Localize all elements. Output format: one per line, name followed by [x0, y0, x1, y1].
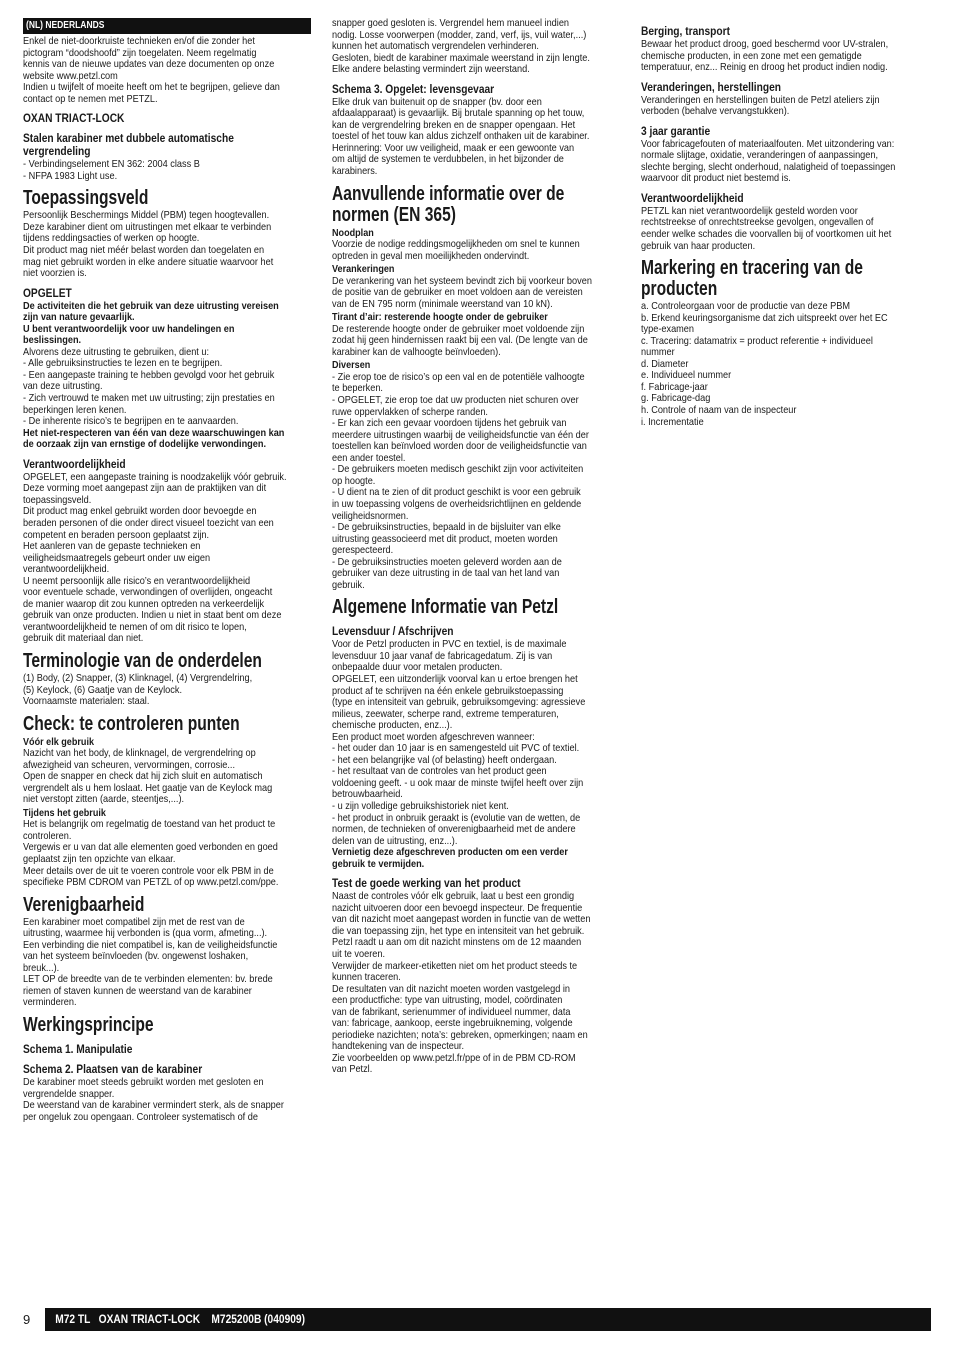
paragraph: Naast de controles vóór elk gebruik, laat u best een grondig nazicht uitvoeren door een bevoegd inspecteur. De frequentie van dit nazicht moet aangepast worden in functie van de wetten die van toepassing zijn, het type en intensiteit van het gebruik. Petzl raadt u aan om dit nazicht minstens om de 12 maanden uit te voeren. Verwijder de markeer-etiketten niet om het product steeds te kunnen traceren. De resultaten van dit nazicht moeten worden vastgelegd in een productfiche: type van uitrusting, model, coördinaten van de fabrikant, serienummer of individueel nummer, data van: fabricage, aankoop, eerste ingebruikneming, volgende periodieke nazichten; nota’s: gebreken, opmerkingen; naam en handtekening van de inspecteur. Zie voorbeelden op www.petzl.fr/ppe of in de PBM CD-ROM van Petzl.	[332, 891, 591, 1076]
subheading: Verantwoordelijkheid	[23, 456, 126, 471]
paragraph: Enkel de niet-doorkruiste technieken en/of die zonder het pictogram “doodshoofd” zijn toegelaten. Neem regelmatig kennis van de nieuwe updates van deze documenten op onze website www.petzl.com Indien u twijfelt of moeite heeft om het te begrijpen, gelieve dan contact op te nemen met PETZL.	[23, 36, 280, 105]
paragraph: Alvorens deze uitrusting te gebruiken, dient u: - Alle gebruiksinstructies te lezen en te begrijpen. - Een aangepaste training te hebben gevolgd voor het gebruik van deze uitrusting. - Zich vertrouwd te maken met uw uitrusting; zijn prestaties en beperkingen leren kenen. - De inherente risico’s te begrijpen en te aanvaarden.	[23, 346, 275, 428]
section-heading: Check: te controleren punten	[23, 712, 240, 735]
section-heading: Toepassingsveld	[23, 187, 149, 210]
minor-heading: Vóór elk gebruik	[23, 736, 95, 748]
section-heading: Algemene Informatie van Petzl	[332, 596, 559, 619]
paragraph: Elke druk van buitenuit op de snapper (bv. door een afdaalapparaat) is gevaarlijk. Bij brutale spanning op het touw, kan de vergrendelring breken en de snapper opengaan. Het toestel of het touw kan aldus zichzelf onthaken uit de karabiner. Herinnering: Voor uw veiligheid, maak er een gewoonte van om altijd de systemen te verdubbelen, in het bijzonder de karabiners.	[332, 96, 590, 178]
paragraph: Nazicht van het body, de klinknagel, de vergrendelring op afwezigheid van scheuren, vervormingen, corrosie... Open de snapper en check dat hij zich sluit en automatisch vergrendelt als u hem loslaat. Het gaatje van de Keylock mag niet verstopt zitten (aarde, steentjes,...).	[23, 748, 273, 806]
paragraph: Voor de Petzl producten in PVC en textiel, is de maximale levensduur 10 jaar vanaf de fabricagedatum. Zij is van onbepaalde duur voor metalen producten. OPGELET, een uitzonderlijk voorval kan u ertoe brengen het product af te schrijven na één enkele gebruikstoepassing (type en intensiteit van gebruik, gebruiksomgeving: agressieve milieus, zeewater, scherpe rand, extreme temperaturen, chemische producten, enz...). Een product moet worden afgeschreven wanneer: - het ouder dan 10 jaar is en samengesteld uit PVC of textiel. - het een belangrijke val (of belasting) heeft ondergaan. - het resultaat van de controles van het product geen voldoening geeft. - u ook maar de minste twijfel heeft over zijn betrouwbaarheid. - u zijn volledige gebruikshistoriek niet kent. - het product in onbruik geraakt is (evolutie van de wetten, de normen, de technieken of onverenigbaarheid met de andere delen van de uitrusting, enz...).	[332, 639, 586, 847]
section-heading: Aanvullende informatie over de normen (EN 365)	[332, 182, 565, 226]
paragraph: Een karabiner moet compatibel zijn met de rest van de uitrusting, waarmee hij verbonden is (qua vorm, afmeting...). Een verbinding die niet compatibel is, kan de veiligheidsfunctie van het systeem beïnvloeden (bv. ongewenst loshaken, breuk...). LET OP de breedte van de te verbinden elementen: bv. brede riemen of staven kunnen de weerstand van de karabiner verminderen.	[23, 916, 278, 1009]
paragraph: De verankering van het systeem bevindt zich bij voorkeur boven de positie van de gebruiker en moet voldoen aan de vereisten van de EN 795 norm (minimale weerstand van 10 kN).	[332, 275, 592, 310]
paragraph: Het is belangrijk om regelmatig de toestand van het product te controleren. Vergewis er u van dat alle elementen goed verbonden en goed geplaatst zijn ten opzichte van elkaar. Meer details over de uit te voeren controle voor elk PBM in de specifieke PBM CDROM van PETZL of op www.petzl.com/ppe.	[23, 819, 279, 889]
footer-text: M72 TL OXAN TRIACT-LOCK M725200B (040909)	[55, 1312, 305, 1326]
minor-heading: Noodplan	[332, 227, 374, 239]
subheading: Schema 1. Manipulatie	[23, 1042, 133, 1056]
subheading: Berging, transport	[641, 24, 730, 38]
paragraph: Veranderingen en herstellingen buiten de Petzl ateliers zijn verboden (behalve vervangstukken).	[641, 94, 880, 118]
subheading: Verantwoordelijkheid	[641, 190, 744, 205]
section-heading: Verenigbaarheid	[23, 893, 145, 916]
language-tag: (NL) NEDERLANDS	[23, 18, 311, 34]
paragraph: Voorzie de nodige reddingsmogelijkheden om snel te kunnen optreden in geval men moeilijkheden ondervindt.	[332, 239, 580, 262]
minor-heading: Tijdens het gebruik	[23, 807, 106, 819]
warning-paragraph: Het niet-respecteren van één van deze waarschuwingen kan de oorzaak zijn van ernstige of dodelijke verwondingen.	[23, 427, 285, 451]
section-heading: Markering en tracering van de producten	[641, 257, 863, 301]
warning-paragraph: De activiteiten die het gebruik van deze uitrusting vereisen zijn van nature gevaarlijk. U bent verantwoordelijk voor uw handelingen en beslissingen.	[23, 300, 279, 347]
paragraph: Bewaar het product droog, goed beschermd voor UV-stralen, chemische producten, in een zone met een gematigde temperatuur, enz... Reinig en droog het product indien nodig.	[641, 39, 889, 74]
minor-heading: Tirant d’air: resterende hoogte onder de gebruiker	[332, 312, 548, 324]
paragraph: OPGELET, een aangepaste training is noodzakelijk vóór gebruik. Deze vorming moet aangepast zijn aan de praktijken van dit toepassingsveld. Dit product mag enkel gebruikt worden door bevoegde en beraden personen of die onder direct visueel toezicht van een competent en beraden persoon geplaatst zijn. Het aanleren van de gepaste technieken en veiligheidsmaatregels gebeurt onder uw eigen verantwoordelijkheid. U neemt persoonlijk alle risico’s en verantwoordelijkheid voor eventuele schade, verwondingen of overlijden, ongeacht de manier waarop dit zou kunnen optreden na verkeerdelijk gebruik van onze producten. Indien u niet in staat bent om deze verantwoordelijkheid te nemen of om dit risico te lopen, gebruik dit materiaal dan niet.	[23, 471, 287, 645]
minor-heading: Diversen	[332, 360, 371, 372]
subheading: 3 jaar garantie	[641, 123, 711, 138]
paragraph: (1) Body, (2) Snapper, (3) Klinknagel, (4) Vergrendelring, (5) Keylock, (6) Gaatje van de Keylock. Voornaamste materialen: staal.	[23, 672, 253, 708]
paragraph: De resterende hoogte onder de gebruiker moet voldoende zijn zodat hij geen hindernissen raakt bij een val. (De lengte van de karabiner kan de valhoogte beïnvloeden).	[332, 323, 588, 358]
paragraph: snapper goed gesloten is. Vergrendel hem manueel indien nodig. Losse voorwerpen (modder, zand, verf, ijs, vuil water,...) kunnen het automatisch vergrendelen verhinderen. Gesloten, biedt de karabiner maximale weerstand in zijn lengte. Elke andere belasting vermindert zijn weerstand.	[332, 18, 590, 76]
paragraph: - Zie erop toe de risico’s op een val en de potentiële valhoogte te beperken. - OPGELET, zie erop toe dat uw producten niet schuren over ruwe oppervlakken of scherpe randen. - Er kan zich een gevaar voordoen tijdens het gebruik van meerdere uitrustingen waarbij de veiligheidsfunctie van één der toestellen kan beïnvloed worden door de veiligheidsfunctie van een ander toestel. - De gebruikers moeten medisch geschikt zijn voor activiteiten op hoogte. - U dient na te zien of dit product geschikt is voor een gebruik in uw toepassing volgens de overheidsrichtlijnen en geldende veiligheidsnormen. - De gebruiksinstructies, bepaald in de bijsluiter van elke uitrusting geassocieerd met dit product, moeten worden gerespecteerd. - De gebruiksinstructies moeten geleverd worden aan de gebruiker van deze uitrusting in de taal van het land van gebruik.	[332, 371, 589, 591]
column-3	[641, 18, 931, 428]
paragraph: Voor fabricagefouten of materiaalfouten. Met uitzondering van: normale slijtage, oxidatie, veranderingen of aanpassingen, slechte berging, slecht onderhoud, nalatigheid of toepassingen waarvoor dit product niet bestemd is.	[641, 138, 896, 185]
paragraph: De karabiner moet steeds gebruikt worden met gesloten en vergrendelde snapper. De weerstand van de karabiner vermindert sterk, als de snapper per ongeluk zou opengaan. Controleer systematisch of de	[23, 1077, 284, 1123]
column-2	[332, 18, 622, 1076]
subheading: OPGELET	[23, 285, 72, 300]
section-heading: Terminologie van de onderdelen	[23, 649, 262, 672]
paragraph: - Verbindingselement EN 362: 2004 class B - NFPA 1983 Light use.	[23, 159, 200, 182]
subheading: Stalen karabiner met dubbele automatische vergrendeling	[23, 131, 234, 159]
warning-paragraph: Vernietig deze afgeschreven producten om een verder gebruik te vermijden.	[332, 847, 568, 870]
minor-heading: Verankeringen	[332, 264, 395, 276]
subheading: Veranderingen, herstellingen	[641, 79, 782, 94]
section-heading: Werkingsprincipe	[23, 1014, 154, 1036]
paragraph: a. Controleorgaan voor de productie van deze PBM b. Erkend keuringsorganisme dat zich uitspreekt over het EC type-examen c. Tracering: datamatrix = product referentie + individueel nummer d. Diameter e. Individueel nummer f. Fabricage-jaar g. Fabricage-dag h. Controle of naam van de inspecteur i. Incrementatie	[641, 301, 888, 428]
paragraph: PETZL kan niet verantwoordelijk gesteld worden voor rechtstreekse of onrechtstreekse gevolgen, ongevallen of eender welke schades die voorvallen bij of voortkomen uit het gebruik van haar producten.	[641, 205, 892, 252]
page-number: 9	[23, 1312, 31, 1327]
column-1	[23, 18, 311, 1123]
subheading: Schema 3. Opgelet: levensgevaar	[332, 81, 495, 96]
footer-bar	[45, 1308, 931, 1331]
subheading: Levensduur / Afschrijven	[332, 624, 454, 639]
subheading: OXAN TRIACT-LOCK	[23, 111, 125, 126]
subheading: Test de goede werking van het product	[332, 876, 521, 891]
paragraph: Persoonlijk Beschermings Middel (PBM) tegen hoogtevallen. Deze karabiner dient om uitrustingen met elkaar te verbinden tijdens reddingsacties of werken op hoogte. Dit product mag niet méér belast worden dan toegelaten en mag niet gebruikt worden in elke andere situatie waarvoor het niet voorzien is.	[23, 210, 274, 280]
subheading: Schema 2. Plaatsen van de karabiner	[23, 1062, 203, 1076]
